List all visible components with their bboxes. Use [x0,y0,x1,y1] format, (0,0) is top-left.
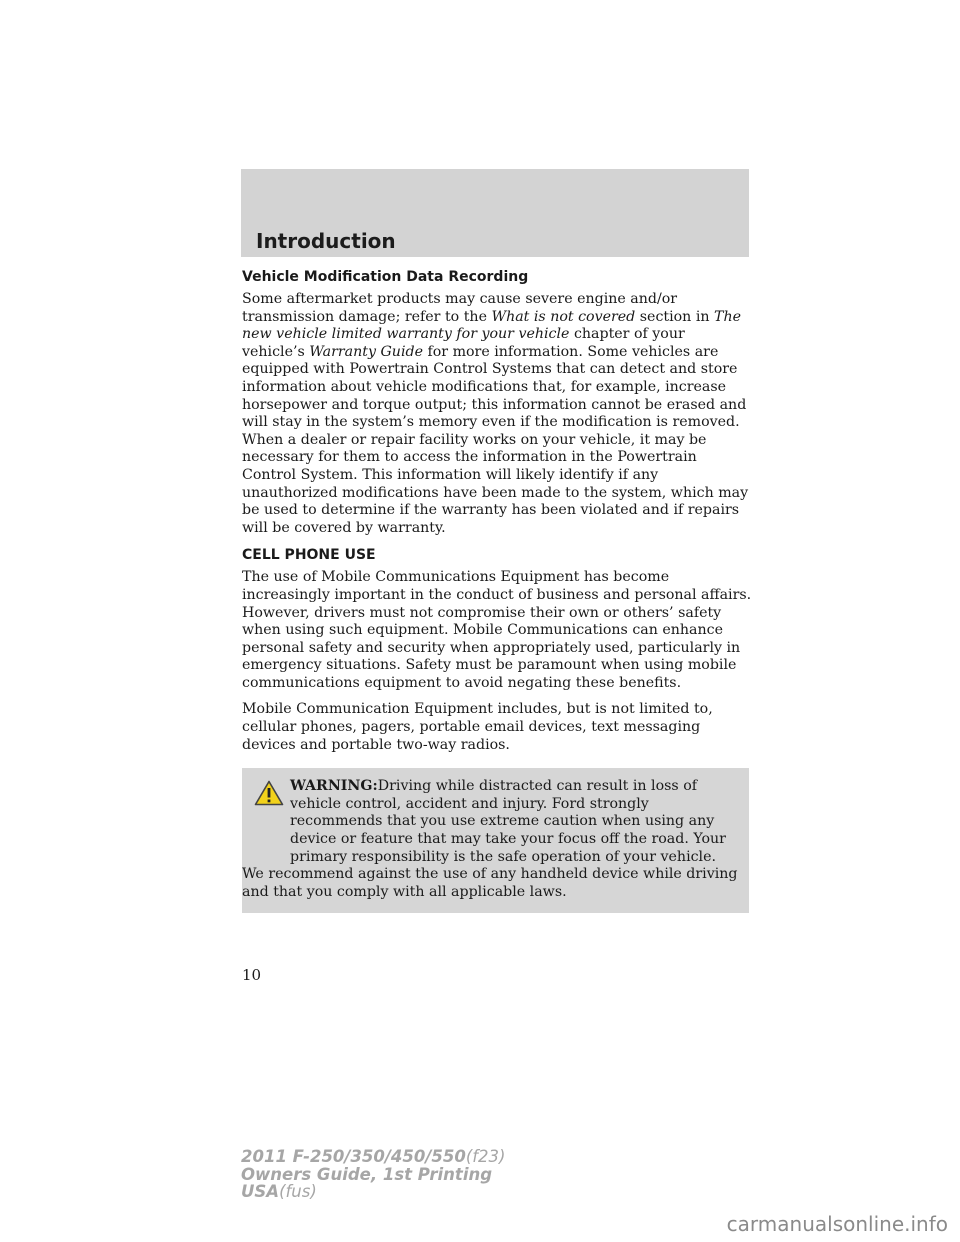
footer-guide: Owners Guide, 1st Printing [241,1164,493,1184]
watermark: carmanualsonline.info [726,1212,948,1236]
warning-label: WARNING: [290,778,378,795]
warning-line-2: We recommend against the use of any handheld device while driving and that you comply with all applicable laws. [242,866,738,900]
page-content [242,268,752,913]
footer-model: 2011 F-250/350/450/550 [241,1147,466,1166]
vm-text-4: for more information. Some vehicles are equipped with Powertrain Control Systems that can detect and store information about vehicle modifications that, for example, increase horsepower and torque output; this information cannot be erased and will stay in the system’s memory even if the modification is removed. When a dealer or repair facility works on your vehicle, it may be necessary for them to access the information in the Powertrain Control System. This information will likely identify if any unauthorized modifications have been made to the system, which may be used to determine if the warranty has been violated and if repairs will be covered by warranty. [242,343,749,536]
vehicle-modification-heading: Vehicle Modification Data Recording [242,269,529,285]
warning-line-1: Driving while distracted can result in loss of vehicle control, accident and injury. Ford strongly recommends that you use extreme caution when using any device or feature that may take your focus off the road. Your primary responsibility is the safe operation of your vehicle. [290,778,726,865]
footer-region-code: (fus) [279,1182,317,1201]
vm-text-3: chapter of your vehicle’s [242,326,685,360]
warning-triangle-icon [254,780,284,806]
vm-text-1: Some aftermarket products may cause severe engine and/or transmission damage; refer to the [242,291,678,325]
page-number: 10 [242,966,262,984]
vm-ref-what-is-not-covered: What is not covered [491,308,636,325]
print-footer [241,1148,506,1201]
section-title: Introduction [256,229,396,253]
cell-phone-heading: CELL PHONE USE [242,547,376,564]
vm-text-2: section in [635,308,715,325]
vehicle-modification-paragraph [242,291,752,537]
vm-ref-limited-warranty: The new vehicle limited warranty for your vehicle [242,308,742,343]
footer-model-code: (f23) [465,1147,506,1166]
vm-ref-warranty-guide: Warranty Guide [309,343,423,360]
warning-text [242,778,749,901]
warning-box [242,768,749,913]
footer-region: USA [241,1182,280,1201]
cell-phone-paragraph-2: Mobile Communication Equipment includes, but is not limited to, cellular phones, pagers, portable email devices, text messaging devices and portable two-way radios. [242,701,713,753]
cell-phone-paragraph-1: The use of Mobile Communications Equipment has become increasingly important in the conduct of business and personal affairs. However, drivers must not compromise their own or others’ safety when using such equipment. Mobile Communications can enhance personal safety and security when appropriately used, particularly in emergency situations. Safety must be paramount when using mobile communications equipment to avoid negating these benefits. [242,569,752,691]
